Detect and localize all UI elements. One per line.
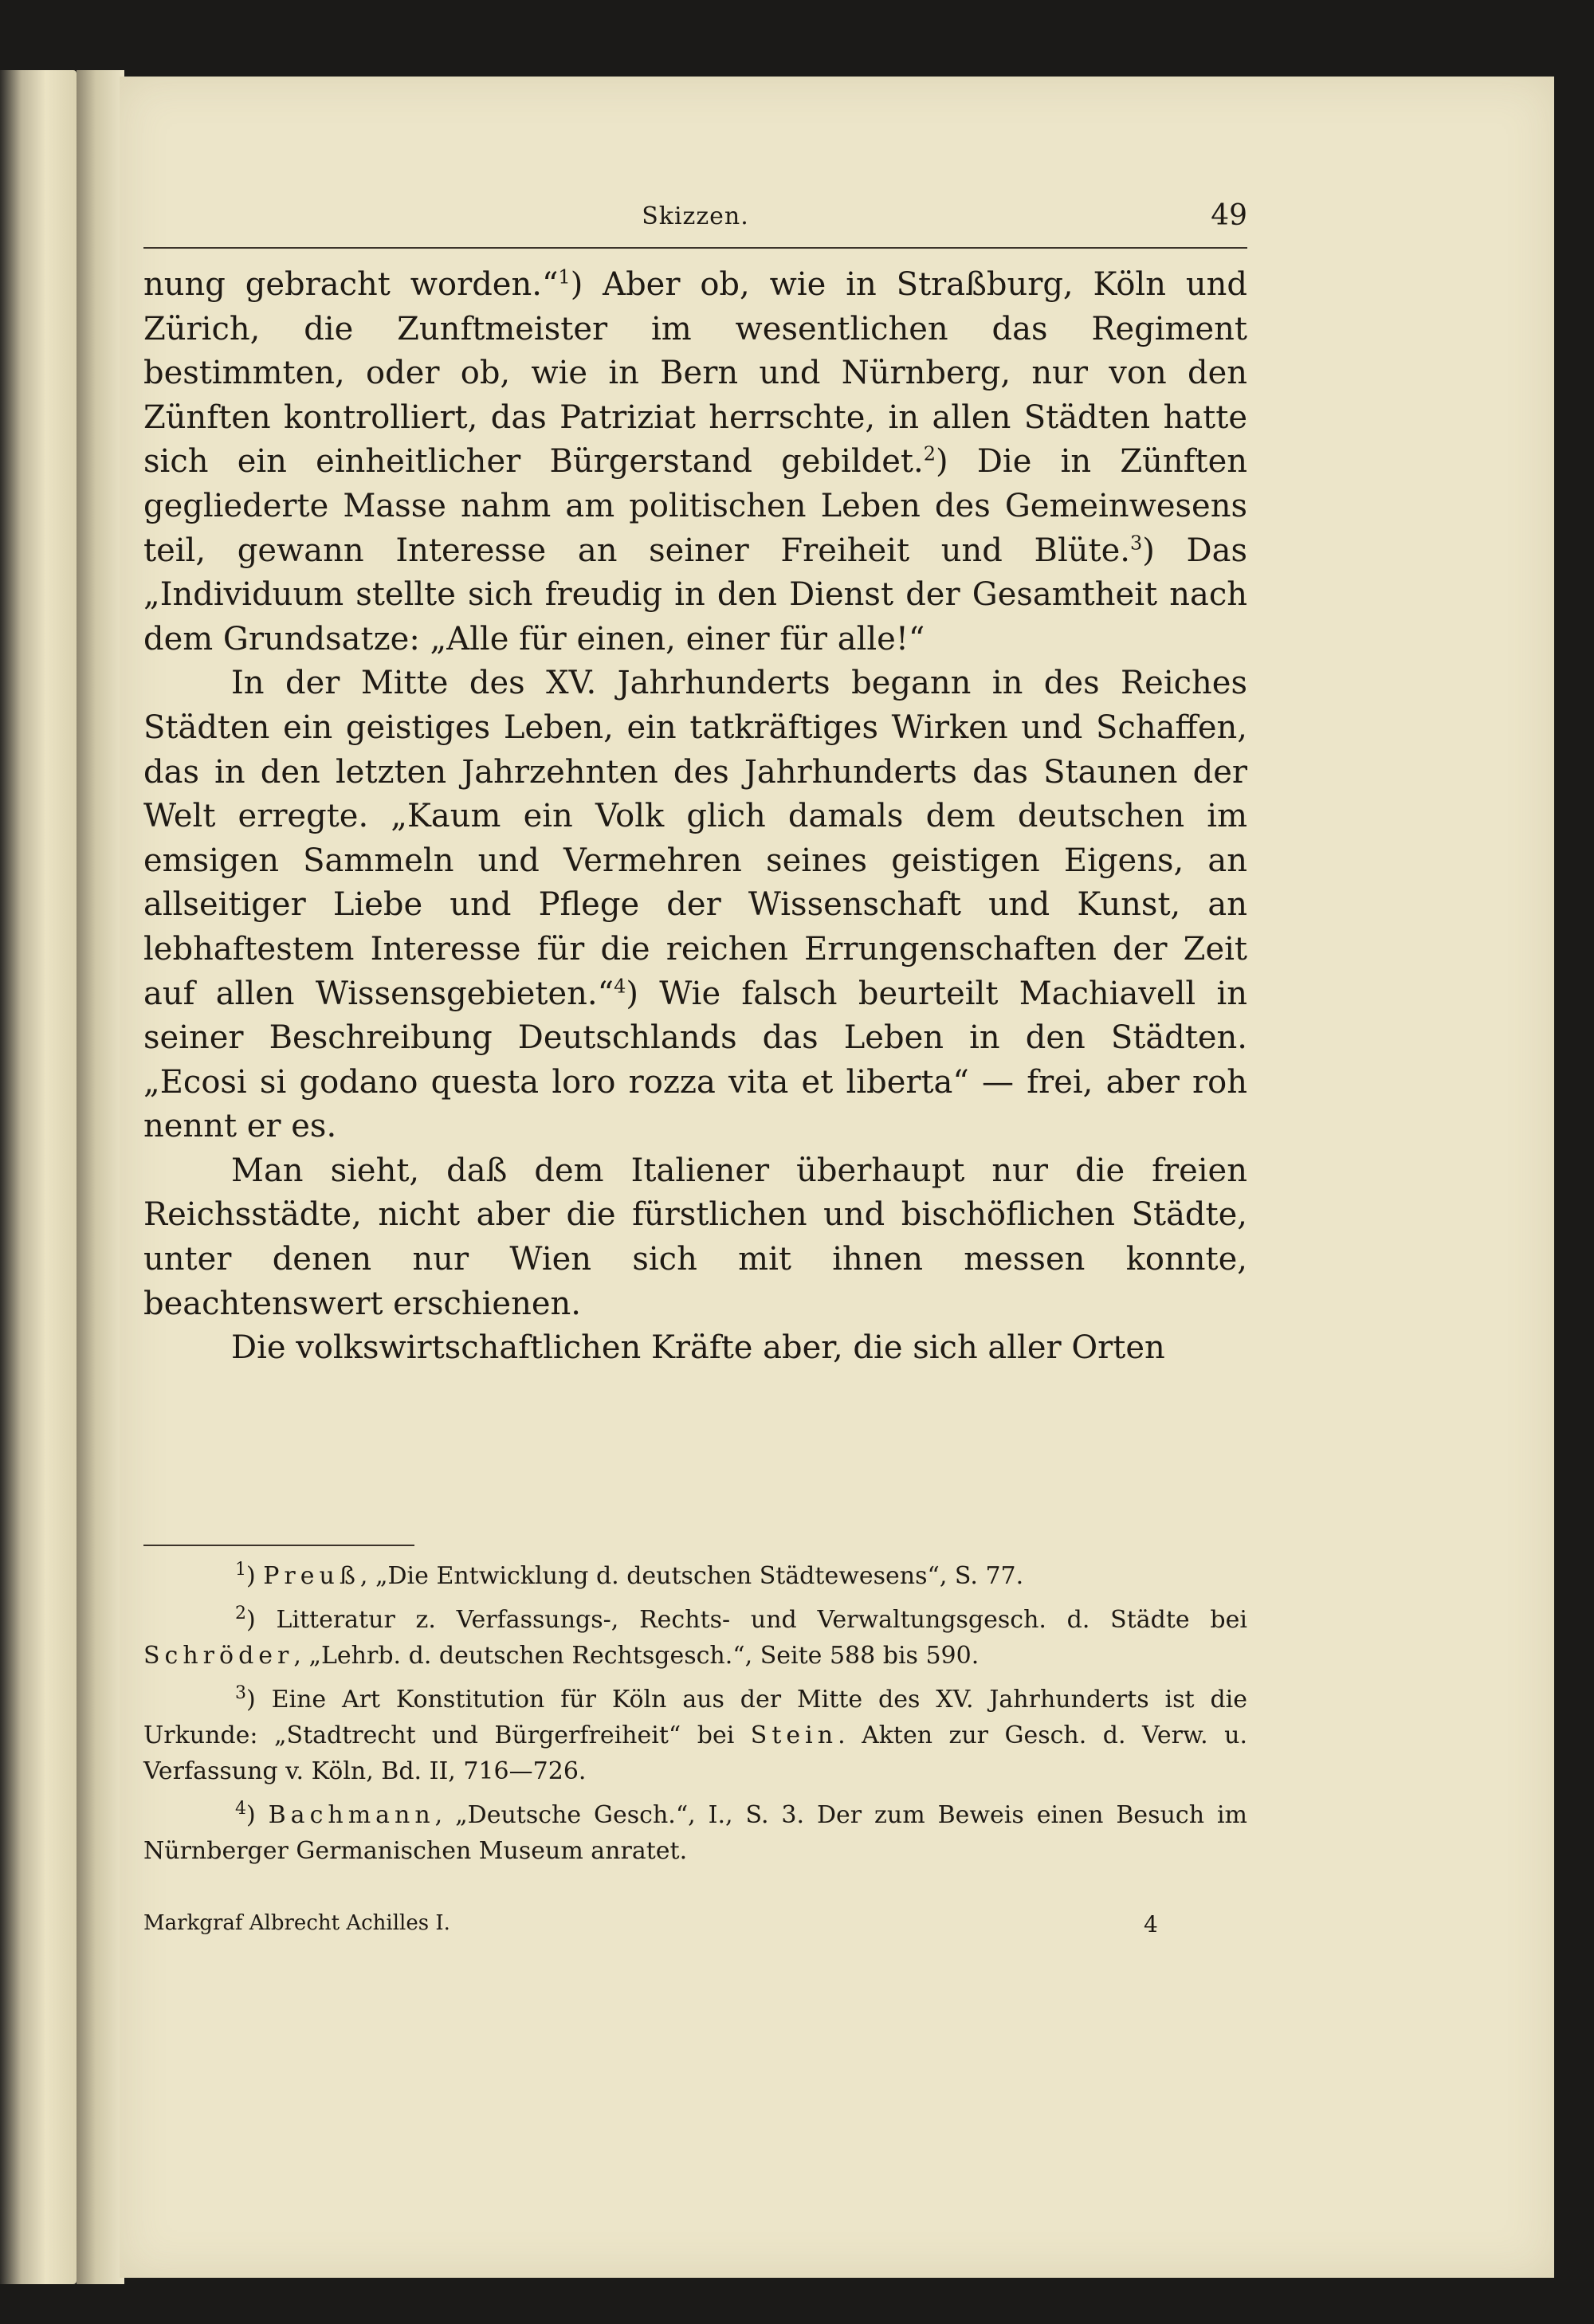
footnote-author: Preuß [263, 1562, 360, 1590]
page-header [143, 199, 1247, 249]
page-footer [143, 1911, 1247, 1943]
footnote-text: , „Deutsche Gesch.“, I., S. 3. Der zum Beweis einen Besuch im Nürnberger Germanischen Museum anratet. [143, 1801, 1247, 1865]
text-run: ) Wie falsch beurteilt Machiavell in seiner Beschreibung Deutschlands das Leben in den Städten. „Ecosi si godano questa loro rozza vita et liberta“ — frei, aber roh nennt er es. [143, 975, 1247, 1145]
page-number: 49 [1211, 199, 1247, 232]
footnote-text: . Akten zur Gesch. d. Verw. u. Verfassung v. Köln, Bd. II, 716—726. [143, 1721, 1247, 1785]
footnote-2: $^2$) Litteratur z. Verfassungs-, Rechts- und Verwaltungsgesch. d. Städte bei Schröder, „Lehrb. d. deutschen Rechtsgesch.“, Seite 588 bis 590. [143, 1604, 1247, 1670]
signature-line: Markgraf Albrecht Achilles I. [143, 1911, 450, 1935]
paragraph-2 [143, 661, 1247, 1149]
text-run: nung gebracht worden.“ [143, 266, 559, 303]
text-run: ) Die in Zünften gegliederte Masse nahm am politischen Leben des Gemeinwesens teil, gewann Interesse an seiner Freiheit und Blüte. [143, 443, 1248, 569]
footnote-mark: 2 [235, 1604, 246, 1623]
text-run: ) Das „Individuum stellte sich freudig in den Dienst der Gesamtheit nach dem Grundsatze: „Alle für einen, einer für alle!“ [143, 532, 1247, 658]
text-run: ) Aber ob, wie in Straßburg, Köln und Zürich, die Zunftmeister im wesentlichen das Regiment bestimmten, oder ob, wie in Bern und Nürnberg, nur von den Zünften kontrolliert, das Patriziat herrschte, in allen Städten hatte sich ein einheitlicher Bürgerstand gebildet. [143, 266, 1247, 481]
footnote-text: Eine Art Konstitution für Köln aus der Mitte des XV. Jahrhunderts ist die Urkunde: „Stadtrecht und Bürgerfreiheit“ bei [143, 1686, 1247, 1749]
paragraph-1 [143, 263, 1247, 661]
footnote-rule [143, 1545, 414, 1546]
footnote-mark: 3 [235, 1683, 246, 1703]
left-page-edge [0, 70, 77, 2284]
footnote-text: , „Lehrb. d. deutschen Rechtsgesch.“, Seite 588 bis 590. [293, 1642, 980, 1670]
footnote-4: $^4$) Bachmann, „Deutsche Gesch.“, I., S. 3. Der zum Beweis einen Besuch im Nürnberger Germanischen Museum anratet. [143, 1799, 1247, 1865]
footnote-1: $^1$) Preuß, „Die Entwicklung d. deutschen Städtewesens“, S. 77. [235, 1560, 1024, 1590]
text-run: In der Mitte des XV. Jahrhunderts begann in des Reiches Städten ein geistiges Leben, ein tatkräftiges Wirken und Schaffen, das in den letzten Jahrzehnten des Jahrhunderts das Staunen der Welt erregte. „Kaum ein Volk glich damals dem deutschen im emsigen Sammeln und Vermehren seines geistigen Eigens, an allseitiger Liebe und Pflege der Wissenschaft und Kunst, an lebhaftestem Interesse für die reichen Errungenschaften der Zeit auf allen Wissensgebieten.“ [143, 665, 1247, 1012]
paragraph-4: Die volkswirtschaftlichen Kräfte aber, die sich aller Orten [231, 1329, 1165, 1367]
footnote-author: Schröder [143, 1642, 294, 1670]
footnote-ref-3: 3 [1129, 532, 1143, 555]
footnote-text: Litteratur z. Verfassungs-, Rechts- und Verwaltungsgesch. d. Städte bei [276, 1606, 1247, 1634]
footnote-ref-1: 1 [558, 265, 571, 289]
footnotes [143, 1558, 1247, 1877]
footnote-author: Stein [750, 1721, 838, 1749]
footnote-ref-4: 4 [614, 975, 626, 998]
footnote-author: Bachmann [268, 1801, 435, 1829]
footnote-3: $^3$) Eine Art Konstitution für Köln aus der Mitte des XV. Jahrhunderts ist die Urkunde: „Stadtrecht und Bürgerfreiheit“ bei Stein. Akten zur Gesch. d. Verw. u. Verfassung v. Köln, Bd. II, 716—726. [143, 1683, 1247, 1785]
footnote-text: , „Die Entwicklung d. deutschen Städtewesens“, S. 77. [359, 1562, 1024, 1590]
footnote-mark: 4 [235, 1799, 246, 1819]
footnote-ref-2: 2 [923, 443, 936, 466]
footnote-mark: 1 [235, 1560, 246, 1580]
paragraph-3: Man sieht, daß dem Italiener überhaupt nur die freien Reichsstädte, nicht aber die fürstlichen und bischöflichen Städte, unter denen nur Wien sich mit ihnen messen konnte, beachtenswert erschienen. [143, 1152, 1247, 1322]
running-head: Skizzen. [642, 202, 749, 230]
book-gutter [77, 70, 124, 2284]
sheet-number: 4 [1144, 1911, 1158, 1937]
main-text [143, 263, 1247, 1371]
